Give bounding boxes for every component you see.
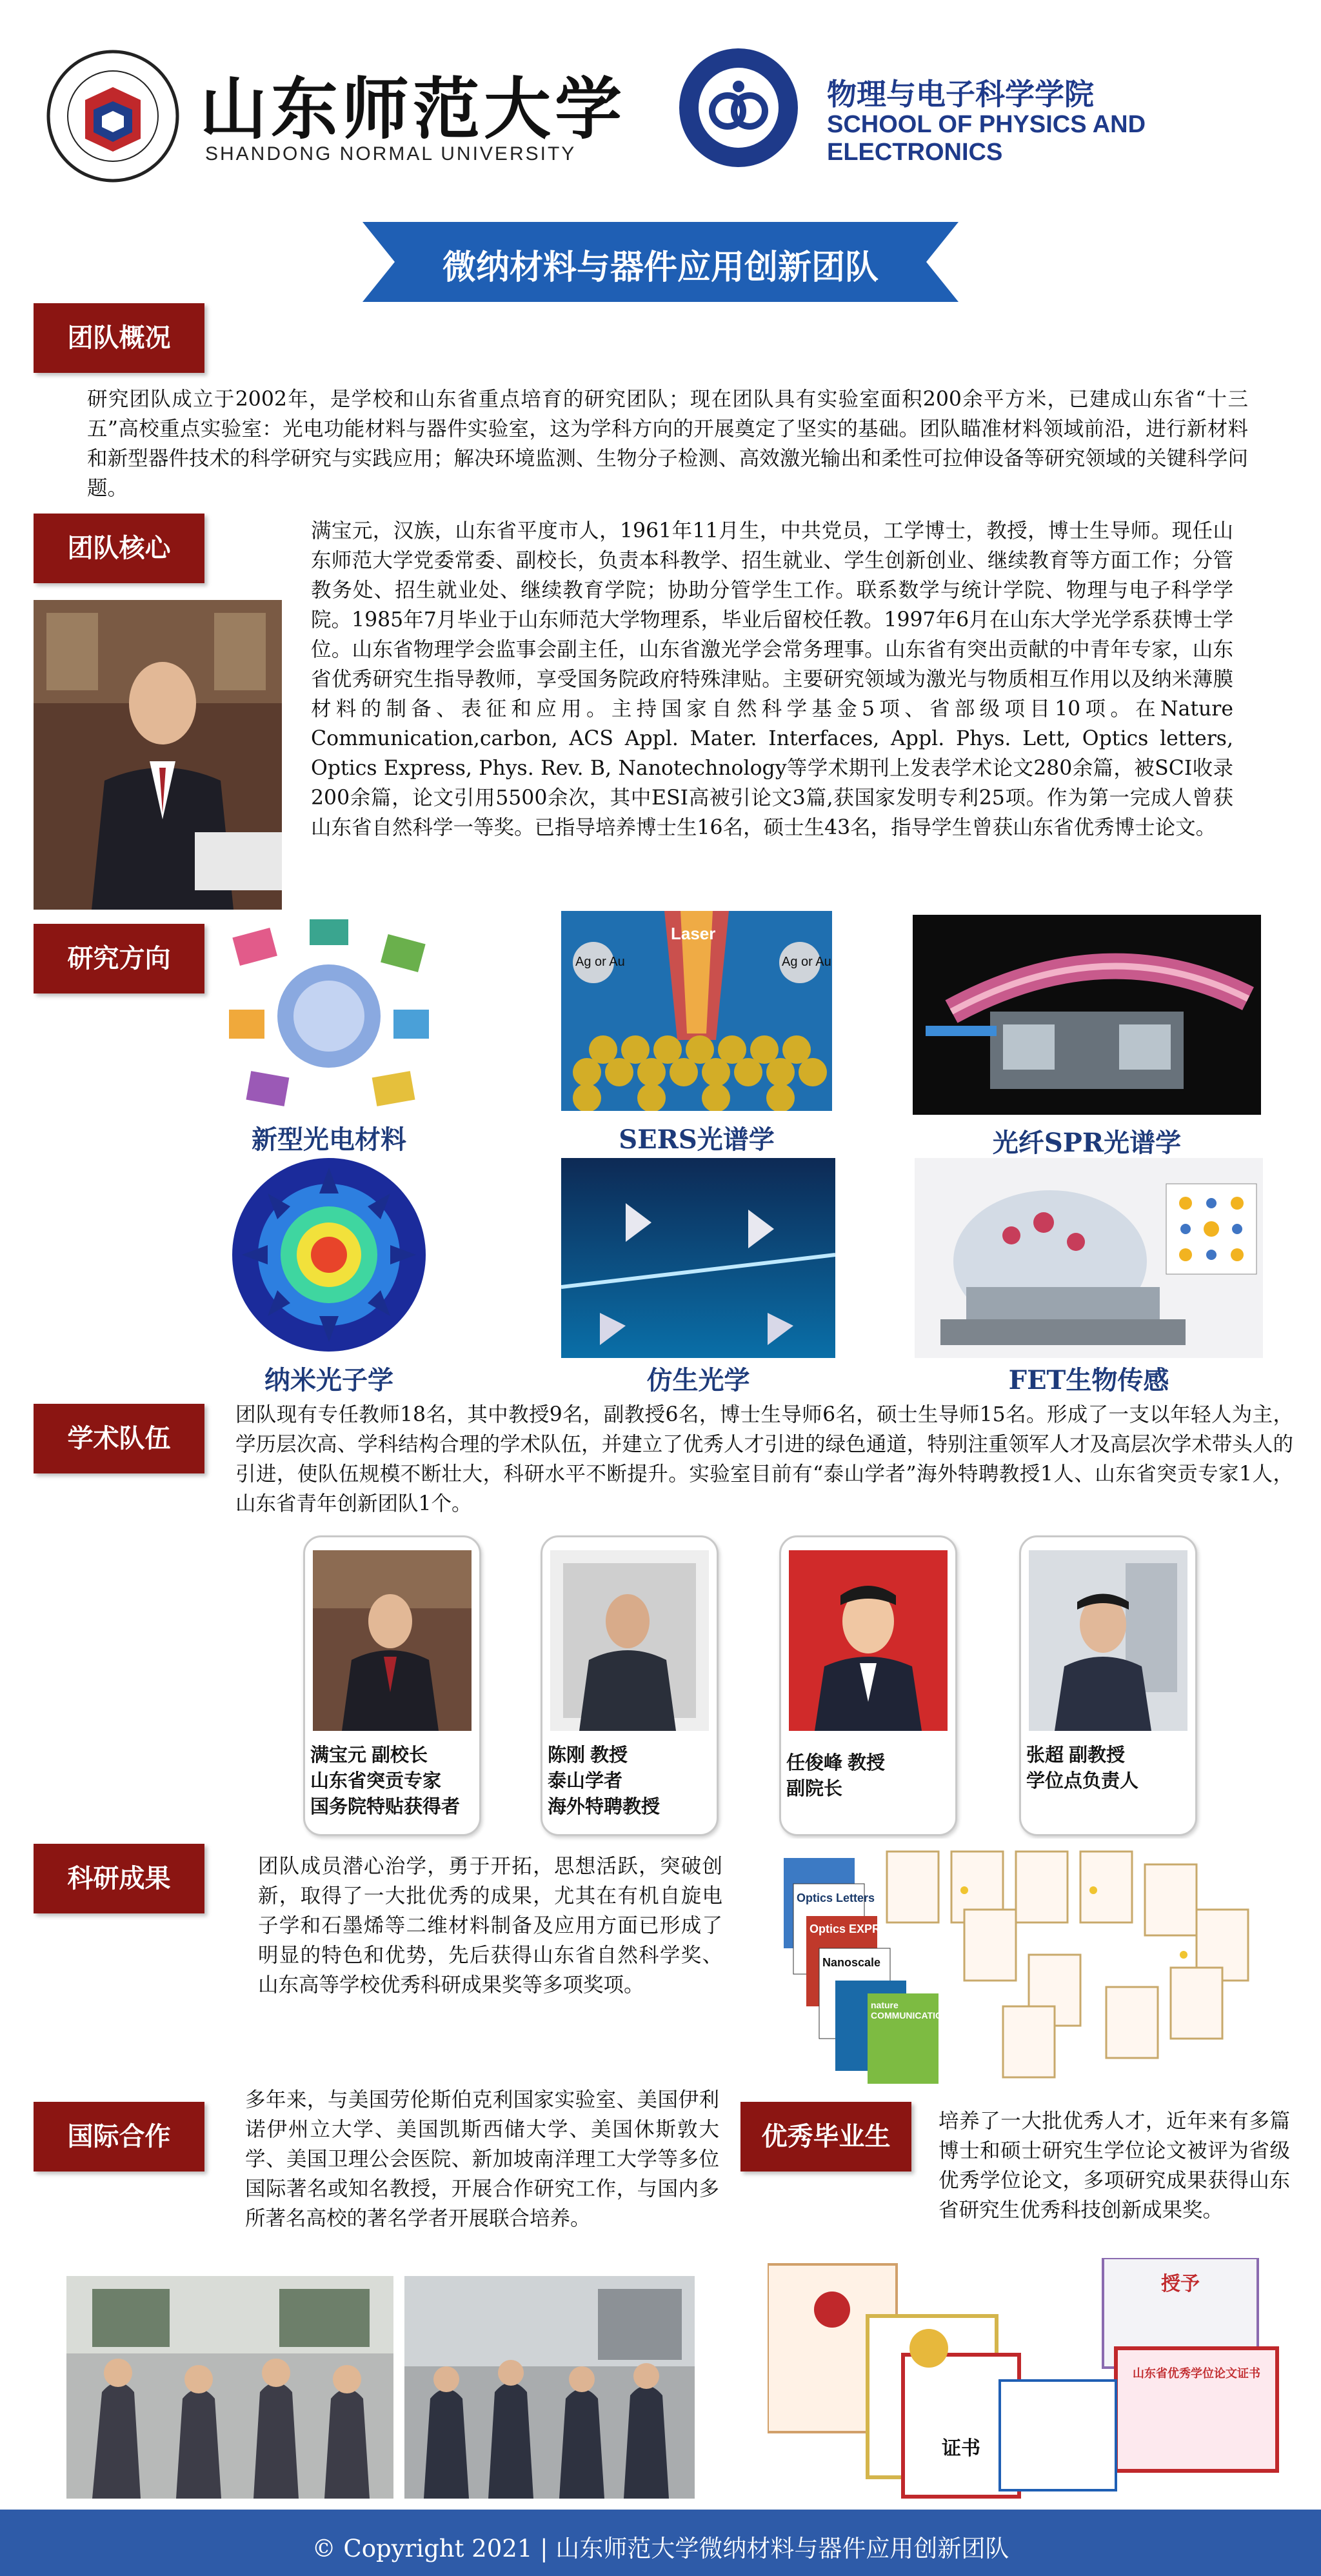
- school-logo: [677, 46, 800, 169]
- university-name-cn: 山东师范大学: [200, 69, 626, 148]
- member-name-title: 陈刚 教授: [548, 1745, 628, 1766]
- sers-laser-label: Laser: [671, 924, 716, 943]
- achievements-text: 团队成员潜心治学，勇于开拓，思想活跃，突破创新，取得了一大批优秀的成果，尤其在有机自旋电子学和石墨烯等二维材料制备及应用方面已形成了明显的特色和优势，先后获得山东省自然科学奖、山东高等学校优秀科研成果奖等多项奖项。: [258, 1855, 722, 1997]
- footer-copyright: © Copyright 2021 | 山东师范大学微纳材料与器件应用创新团队: [312, 2535, 1009, 2562]
- core-text: 满宝元，汉族，山东省平度市人，1961年11月生，中共党员，工学博士，教授，博士生导师。现任山东师范大学党委常委、副校长，负责本科教学、招生就业、学生创新创业、继续教育等方面工作；分管教务处、招生就业处、继续教育学院；协助分管学生工作。联系数学与统计学院、物理与电子科学学院。1985年7月毕业于山东师范大学物理系，毕业后留校任教。1997年6月在山东大学光学系获博士学位。山东省物理学会监事会副主任，山东省激光学会常务理事。山东省有突出贡献的中青年专家，山东省优秀研究生指导教师，享受国务院政府特殊津贴。主要研究领域为激光与物质相互作用以及纳米薄膜材料的制备、表征和应用。主持国家自然科学基金5项、省部级项目10项。在Nature Communication,carbon, ACS Appl. Mater. Interfaces, Appl. Phys. Lett, Optics letters, Optics Express, Phys. Rev. B, Nanotechnology等学术期刊上发表学术论文280余篇，被SCI收录200余篇，论文引用5500余次，其中ESI高被引论文3篇,获国家发明专利25项。作为第一完成人曾获山东省自然科学一等奖。已指导培养博士生16名，硕士生43名，指导学生曾获山东省优秀博士论文。: [311, 519, 1233, 839]
- member-caption: [310, 1742, 460, 1820]
- team-text: 团队现有专任教师18名，其中教授9名，副教授6名，博士生导师6名，硕士生导师15名。形成了一支以年轻人为主，学历层次高、学科结构合理的学术队伍，并建立了优秀人才引进的绿色通道，特别注重领军人才及高层次学术带头人的引进，使队伍规模不断壮大，科研水平不断提升。实验室目前有“泰山学者”海外特聘教授1人、山东省突贡专家1人，山东省青年创新团队1个。: [235, 1403, 1293, 1515]
- international-text: 多年来，与美国劳伦斯伯克利国家实验室、美国伊利诺伊州立大学、美国凯斯西储大学、美国休斯敦大学、美国卫理公会医院、新加坡南洋理工大学等多位国际著名或知名教授，开展合作研究工作，与国内多所著名高校的著名学者开展联合培养。: [245, 2088, 719, 2230]
- leader-photo: [34, 600, 282, 910]
- journal-label-3: Nanoscale: [822, 1956, 881, 1969]
- member-photo: [313, 1550, 472, 1731]
- journal-label-1: Optics Letters: [797, 1892, 875, 1904]
- research-image-bionic-optics: [561, 1158, 835, 1358]
- graduates-text: 培养了一大批优秀人才，近年来有多篇博士和硕士研究生学位论文被评为省级优秀学位论文，多项研究成果获得山东省研究生优秀科技创新成果奖。: [939, 2110, 1290, 2222]
- school-name-en: SCHOOL OF PHYSICS AND ELECTRONICS: [827, 111, 1146, 166]
- section-heading-achievements: 科研成果: [34, 1844, 204, 1913]
- section-heading-research: 研究方向: [34, 924, 204, 993]
- achievements-collage: [771, 1839, 1280, 2097]
- international-photo-2: [404, 2276, 695, 2499]
- member-honor-2: 国务院特贴获得者: [310, 1797, 461, 1817]
- university-name-en: SHANDONG NORMAL UNIVERSITY: [205, 143, 577, 165]
- journal-label-4: nature COMMUNICATIONS: [871, 2000, 955, 2021]
- certificate-label-3: 山东省优秀学位论文证书: [1133, 2367, 1260, 2381]
- certificate-label-1: 证书: [942, 2437, 980, 2460]
- university-logo: [45, 48, 181, 184]
- research-caption-4: 纳米光子学: [264, 1365, 393, 1395]
- graduates-certificates: [768, 2258, 1284, 2503]
- section-heading-overview: 团队概况: [34, 303, 204, 373]
- member-photo: [789, 1550, 948, 1731]
- member-photo: [550, 1550, 709, 1731]
- research-image-fet-biosensing: [915, 1158, 1263, 1358]
- member-name-title: 满宝元 副校长: [310, 1745, 428, 1766]
- member-honor-1: 学位点负责人: [1026, 1771, 1139, 1792]
- member-honor-1: 泰山学者: [548, 1771, 623, 1792]
- section-heading-international: 国际合作: [34, 2102, 204, 2172]
- section-heading-core: 团队核心: [34, 514, 204, 583]
- member-card: [1019, 1535, 1197, 1836]
- section-heading-graduates: 优秀毕业生: [740, 2102, 911, 2172]
- member-honor-1: 山东省突贡专家: [310, 1771, 442, 1792]
- research-caption-6: FET生物传感: [1008, 1365, 1169, 1395]
- certificate-label-2: 授予: [1161, 2273, 1200, 2295]
- international-photo-1: [66, 2276, 393, 2499]
- member-caption: [548, 1742, 660, 1820]
- member-card: [541, 1535, 719, 1836]
- research-image-sers: [561, 911, 832, 1111]
- research-caption-1: 新型光电材料: [252, 1124, 406, 1155]
- member-honor-1: 副院长: [786, 1779, 843, 1799]
- school-name-cn: 物理与电子科学学院: [827, 77, 1094, 111]
- member-name-title: 张超 副教授: [1026, 1745, 1126, 1766]
- section-heading-team: 学术队伍: [34, 1404, 204, 1473]
- member-card: [303, 1535, 481, 1836]
- journal-label-2: Optics EXPRESS: [809, 1922, 904, 1935]
- member-name-title: 任俊峰 教授: [786, 1753, 886, 1773]
- sers-left-label: Ag or Au: [575, 955, 625, 969]
- research-caption-5: 仿生光学: [646, 1365, 750, 1395]
- research-caption-3: 光纤SPR光谱学: [992, 1128, 1182, 1158]
- overview-text: 研究团队成立于2002年，是学校和山东省重点培育的研究团队；现在团队具有实验室面积200余平方米，已建成山东省“十三五”高校重点实验室：光电功能材料与器件实验室，这为学科方向的开展奠定了坚实的基础。团队瞄准材料领域前沿，进行新材料和新型器件技术的科学研究与实践应用；解决环境监测、生物分子检测、高效激光输出和柔性可拉伸设备等研究领域的关键科学问题。: [87, 388, 1248, 500]
- member-card: [779, 1535, 957, 1836]
- research-image-optoelectronic-materials: [223, 913, 435, 1119]
- research-image-fiber-spr: [913, 915, 1261, 1115]
- research-image-nanophotonics: [219, 1155, 439, 1355]
- banner-title: 微纳材料与器件应用创新团队: [442, 249, 879, 286]
- member-caption: [786, 1750, 885, 1802]
- research-caption-2: SERS光谱学: [619, 1124, 775, 1155]
- member-honor-2: 海外特聘教授: [548, 1797, 660, 1817]
- member-caption: [1026, 1742, 1138, 1794]
- sers-right-label: Ag or Au: [782, 955, 831, 969]
- member-photo: [1029, 1550, 1187, 1731]
